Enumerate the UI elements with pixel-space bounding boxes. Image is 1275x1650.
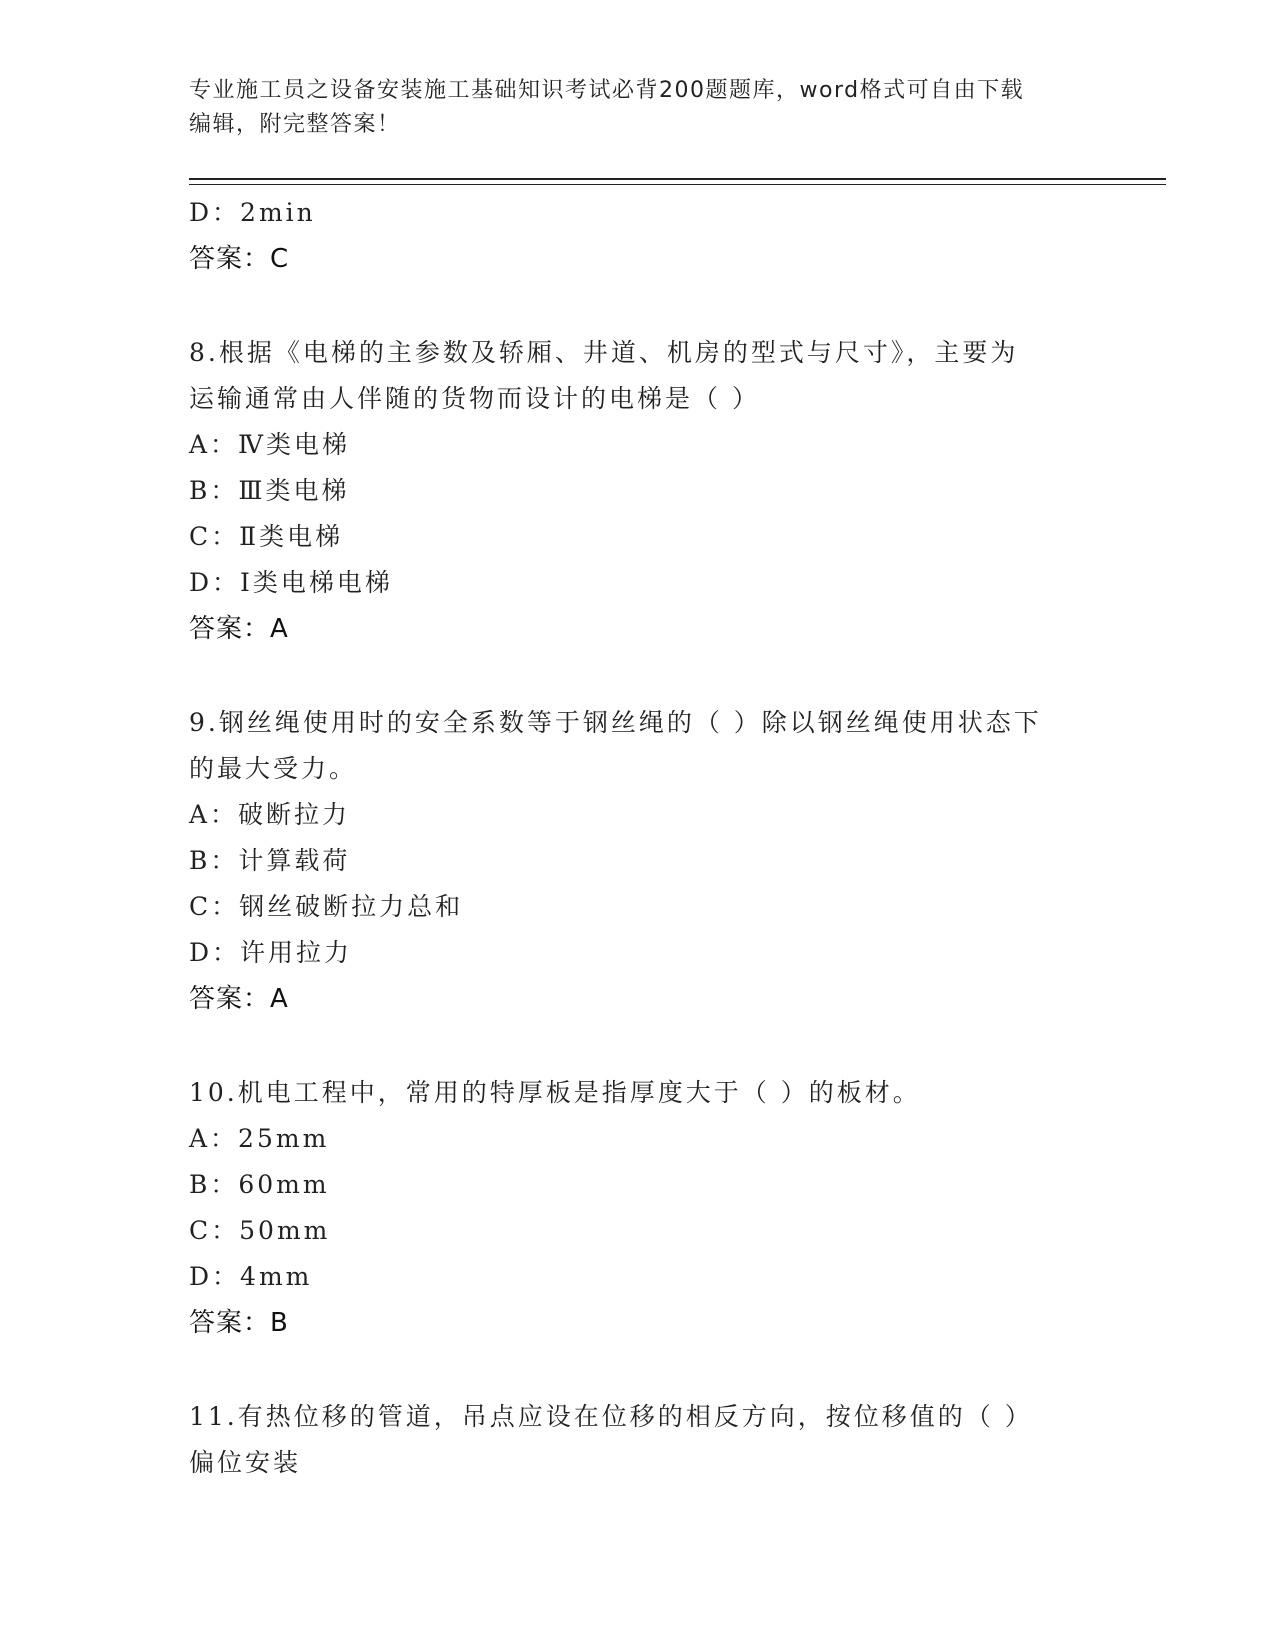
option-d: D：许用拉力	[189, 938, 353, 967]
question-stem-line: 运输通常由人伴随的货物而设计的电梯是（ ）	[189, 384, 760, 413]
option-a: A：Ⅳ类电梯	[189, 430, 351, 459]
option-c: C：钢丝破断拉力总和	[189, 892, 464, 921]
header-divider-thin	[189, 184, 1166, 185]
option-b: B：60mm	[189, 1170, 330, 1199]
option-d: D：4mm	[189, 1262, 313, 1291]
document-header	[189, 74, 1089, 142]
answer-line: 答案：A	[189, 614, 289, 644]
option-c: C：Ⅱ类电梯	[189, 522, 344, 551]
option-b: B：计算载荷	[189, 846, 351, 875]
option-b: B：Ⅲ类电梯	[189, 476, 350, 505]
spacer	[189, 652, 1089, 700]
question-9	[189, 700, 1089, 1022]
question-stem-line: 9.钢丝绳使用时的安全系数等于钢丝绳的（ ）除以钢丝绳使用状态下	[189, 708, 1042, 737]
answer-line: 答案：C	[189, 244, 290, 274]
question-8	[189, 330, 1089, 652]
answer-line: 答案：B	[189, 1308, 289, 1338]
option-a: A：破断拉力	[189, 800, 351, 829]
header-line-1: 专业施工员之设备安装施工基础知识考试必背200题题库，word格式可自由下载	[189, 78, 1025, 103]
question-10	[189, 1070, 1089, 1346]
spacer	[189, 1022, 1089, 1070]
answer-line: 答案：A	[189, 984, 289, 1014]
spacer	[189, 282, 1089, 330]
option-c: C：50mm	[189, 1216, 331, 1245]
option-d: D：Ⅰ类电梯电梯	[189, 568, 393, 597]
question-11	[189, 1394, 1089, 1486]
option-d: D：2min	[189, 198, 316, 227]
question-stem-line: 11.有热位移的管道，吊点应设在位移的相反方向，按位移值的（ ）	[189, 1402, 1033, 1431]
header-line-2: 编辑，附完整答案！	[189, 112, 401, 137]
document-body	[189, 190, 1089, 1486]
previous-question-tail	[189, 190, 1089, 282]
question-stem-line: 偏位安装	[189, 1448, 302, 1477]
question-stem-line: 的最大受力。	[189, 754, 358, 783]
spacer	[189, 1346, 1089, 1394]
question-stem-line: 8.根据《电梯的主参数及轿厢、井道、机房的型式与尺寸》，主要为	[189, 338, 1019, 367]
question-stem-line: 10.机电工程中，常用的特厚板是指厚度大于（ ）的板材。	[189, 1078, 921, 1107]
header-divider-thick	[189, 178, 1166, 180]
option-a: A：25mm	[189, 1124, 330, 1153]
